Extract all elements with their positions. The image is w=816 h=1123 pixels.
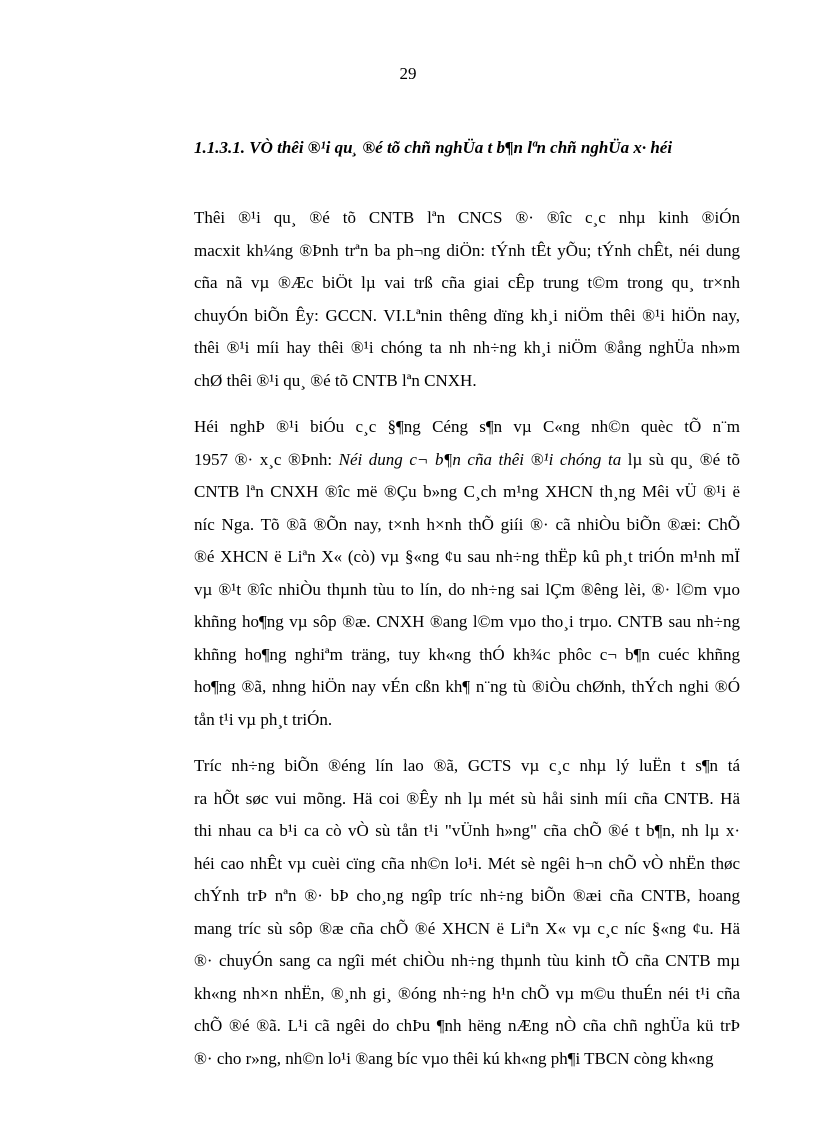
text-segment: lµ sù qu¸ ®é tõ	[621, 449, 740, 469]
paragraph	[156, 750, 740, 1075]
text-line: ra hÕt søc vui mõng. Hä coi ®Êy nh lµ mét sù håi sinh míi cña CNTB. Hä	[194, 788, 740, 808]
page-number: 29	[399, 64, 417, 83]
text-line: Tríc nh÷ng biÕn ®éng lín lao ®ã, GCTS vµ c¸c nhµ lý luËn t s¶n tá	[194, 756, 740, 775]
text-line: chØ thêi ®¹i qu¸ ®é tõ CNTB lªn CNXH.	[194, 370, 477, 390]
text-line: kh«ng nh×n nhËn, ®¸nh gi¸ ®óng nh÷ng h¹n chÕ vµ m©u thuÉn néi t¹i cña	[194, 983, 740, 1003]
text-line: tån t¹i vµ ph¸t triÓn.	[194, 709, 333, 729]
text-line: ®é XHCN ë Liªn X« (cò) vµ §«ng ¢u sau nh÷ng thËp kû ph¸t triÓn m¹nh mÏ	[194, 547, 740, 566]
text-line: macxit kh¼ng ®Þnh trªn ba ph¬ng diÖn: tÝnh tÊt yÕu; tÝnh chÊt, néi dung	[194, 240, 740, 260]
text-line: thêi ®¹i míi hay thêi ®¹i chóng ta nh nh÷ng kh¸i niÖm ®ång nghÜa nh»m	[194, 338, 740, 357]
text-line: cña nã vµ ®Æc biÖt lµ vai trß cña giai cÊp trung t©m trong qu¸ tr×nh	[194, 273, 740, 292]
text-line: Thêi ®¹i qu¸ ®é tõ CNTB lªn CNCS ®· ®îc c¸c nhµ kinh ®iÓn	[194, 208, 740, 227]
text-segment: 1957 ®· x¸c ®Þnh:	[194, 449, 339, 469]
text-line: vµ ®¹t ®îc nhiÒu thµnh tùu to lín, do nh÷ng sai lÇm ®êng lèi, ®· l©m vµo	[194, 579, 740, 599]
text-line: khñng ho¶ng vµ sôp ®æ. CNXH ®ang l©m vµo tho¸i trµo. CNTB sau nh÷ng	[194, 612, 740, 631]
text-line: ®· chuyÓn sang ca ngîi mét chiÒu nh÷ng thµnh tùu kinh tÕ cña CNTB mµ	[194, 951, 740, 970]
text-line: Héi nghÞ ®¹i biÓu c¸c §¶ng Céng s¶n vµ C«ng nh©n quèc tÕ n¨m	[194, 417, 740, 436]
text-line	[156, 444, 740, 477]
text-line: níc Nga. Tõ ®ã ®Õn nay, t×nh h×nh thÕ giíi ®· cã nhiÒu biÕn ®æi: ChÕ	[194, 514, 740, 534]
text-line: héi cao nhÊt vµ cuèi cïng cña nh©n lo¹i. Mét sè ngêi h¬n chÕ vÒ nhËn thøc	[194, 853, 740, 873]
text-line: ®· cho r»ng, nh©n lo¹i ®ang bíc vµo thêi kú kh«ng ph¶i TBCN còng kh«ng	[194, 1048, 714, 1068]
paragraph	[156, 411, 740, 736]
text-line: CNTB lªn CNXH ®îc më ®Çu b»ng C¸ch m¹ng XHCN th¸ng Mêi vÜ ®¹i ë	[194, 482, 740, 501]
italic-phrase: Néi dung c¬ b¶n cña thêi ®¹i chóng ta	[338, 449, 622, 469]
text-line: ho¶ng ®ã, nhng hiÖn nay vÉn cßn kh¶ n¨ng tù ®iÒu chØnh, thÝch nghi ®Ó	[194, 677, 740, 696]
section-heading: 1.1.3.1. VÒ thêi ®¹i qu¸ ®é tõ chñ nghÜa t b¶n lªn chñ nghÜa x· héi	[194, 138, 673, 157]
text-line: chuyÓn biÕn Êy: GCCN. VI.Lªnin thêng dïng kh¸i niÖm thêi ®¹i hiÖn nay,	[194, 305, 740, 325]
text-line: thi nhau ca b¹i ca cò vÒ sù tån t¹i "vÜnh h»ng" cña chÕ ®é t b¶n, nh lµ x·	[194, 821, 740, 840]
text-line: khñng ho¶ng nghiªm träng, tuy kh«ng thÓ kh¾c phôc c¬ b¶n cuéc khñng	[194, 644, 740, 664]
body-text	[156, 202, 740, 1089]
paragraph	[156, 202, 740, 397]
text-line: mang tríc sù sôp ®æ cña chÕ ®é XHCN ë Liªn X« vµ c¸c níc §«ng ¢u. Hä	[194, 918, 740, 938]
text-line: chÝnh trÞ nªn ®· bÞ cho¸ng ngîp tríc nh÷ng biÕn ®æi cña CNTB, hoang	[194, 886, 740, 905]
text-line: chÕ ®é ®ã. L¹i cã ngêi do chÞu ¶nh hëng nÆng nÒ cña chñ nghÜa kü trÞ	[194, 1016, 740, 1035]
